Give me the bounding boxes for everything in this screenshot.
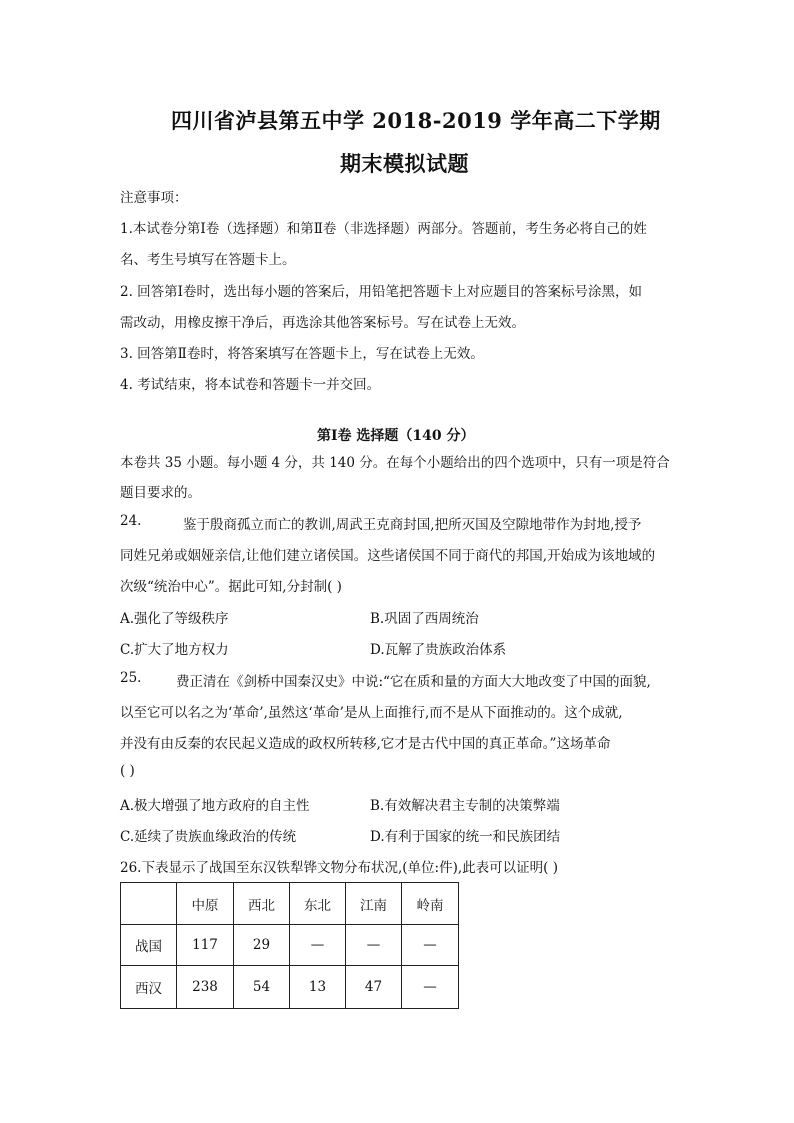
question-stem: 并没有由反秦的农民起义造成的政权所转移,它才是古代中国的真正革命。”这场革命 — [120, 736, 611, 752]
question-stem: 次级“统治中心”。据此可知,分封制( ) — [120, 579, 342, 595]
table-cell: — — [346, 925, 402, 966]
table-row — [121, 966, 459, 1009]
table-cell: 54 — [234, 966, 290, 1009]
table-header-cell: 岭南 — [402, 883, 459, 925]
table-cell: — — [402, 966, 459, 1009]
option-c: C.扩大了地方权力 — [120, 642, 229, 658]
table-header-cell: 江南 — [346, 883, 402, 925]
table-cell: 238 — [177, 966, 234, 1009]
table-cell: 29 — [234, 925, 290, 966]
question-stem: 同姓兄弟或姻娅亲信,让他们建立诸侯国。这些诸侯国不同于商代的邦国,开始成为该地域的 — [120, 548, 656, 564]
question-stem: ( ) — [120, 763, 135, 779]
table-cell: — — [402, 925, 459, 966]
option-a: A.极大增强了地方政府的自主性 — [120, 798, 310, 814]
table-cell: — — [290, 925, 346, 966]
notes-line: 名、考生号填写在答题卡上。 — [120, 252, 296, 268]
table-cell: 117 — [177, 925, 234, 966]
section-heading: 第Ⅰ卷 选择题（140 分） — [317, 428, 475, 444]
data-table — [120, 882, 459, 1009]
option-b: B.有效解决君主专制的决策弊端 — [370, 798, 560, 814]
table-row — [121, 925, 459, 966]
notes-heading: 注意事项： — [120, 190, 188, 206]
question-stem: 鉴于殷商孤立而亡的教训,周武王克商封国,把所灭国及空隙地带作为封地,授予 — [183, 517, 642, 533]
section-intro: 题目要求的。 — [120, 485, 201, 501]
table-header-row — [121, 883, 459, 925]
table-row-label: 战国 — [121, 925, 177, 966]
table-header-cell: 中原 — [177, 883, 234, 925]
notes-line: 3. 回答第Ⅱ卷时，将答案填写在答题卡上，写在试卷上无效。 — [120, 346, 484, 362]
option-c: C.延续了贵族血缘政治的传统 — [120, 829, 297, 845]
question-stem: 费正清在《剑桥中国秦汉史》中说:“它在质和量的方面大大地改变了中国的面貌, — [176, 674, 651, 690]
option-a: A.强化了等级秩序 — [120, 611, 229, 627]
option-d: D.瓦解了贵族政治体系 — [370, 642, 507, 658]
section-intro: 本卷共 35 小题。每小题 4 分，共 140 分。在每个小题给出的四个选项中，只有一项是符合 — [120, 455, 670, 471]
notes-line: 4. 考试结束，将本试卷和答题卡一并交回。 — [120, 377, 381, 393]
notes-line: 需改动，用橡皮擦干净后，再选涂其他答案标号。写在试卷上无效。 — [120, 315, 525, 331]
table-row-label: 西汉 — [121, 966, 177, 1009]
table-header-cell: 西北 — [234, 883, 290, 925]
page-subtitle: 期末模拟试题 — [340, 151, 469, 176]
question-number: 25. — [120, 670, 142, 686]
question-number: 24. — [120, 513, 142, 529]
question-stem: 26.下表显示了战国至东汉铁犁铧文物分布状况,(单位:件),此表可以证明( ) — [120, 860, 558, 876]
option-b: B.巩固了西周统治 — [370, 611, 479, 627]
notes-line: 2. 回答第Ⅰ卷时，选出每小题的答案后，用铅笔把答题卡上对应题目的答案标号涂黑，如 — [120, 284, 643, 300]
option-d: D.有利于国家的统一和民族团结 — [370, 829, 561, 845]
notes-line: 1.本试卷分第Ⅰ卷（选择题）和第Ⅱ卷（非选择题）两部分。答题前，考生务必将自己的姓 — [120, 221, 647, 237]
table-header-cell: 东北 — [290, 883, 346, 925]
table-cell — [121, 883, 177, 925]
page-title: 四川省泸县第五中学 2018-2019 学年高二下学期 — [171, 108, 661, 133]
table-cell: 47 — [346, 966, 402, 1009]
question-stem: 以至它可以名之为‘革命’,虽然这‘革命’是从上面推行,而不是从下面推动的。这个成就, — [120, 705, 623, 721]
table-cell: 13 — [290, 966, 346, 1009]
